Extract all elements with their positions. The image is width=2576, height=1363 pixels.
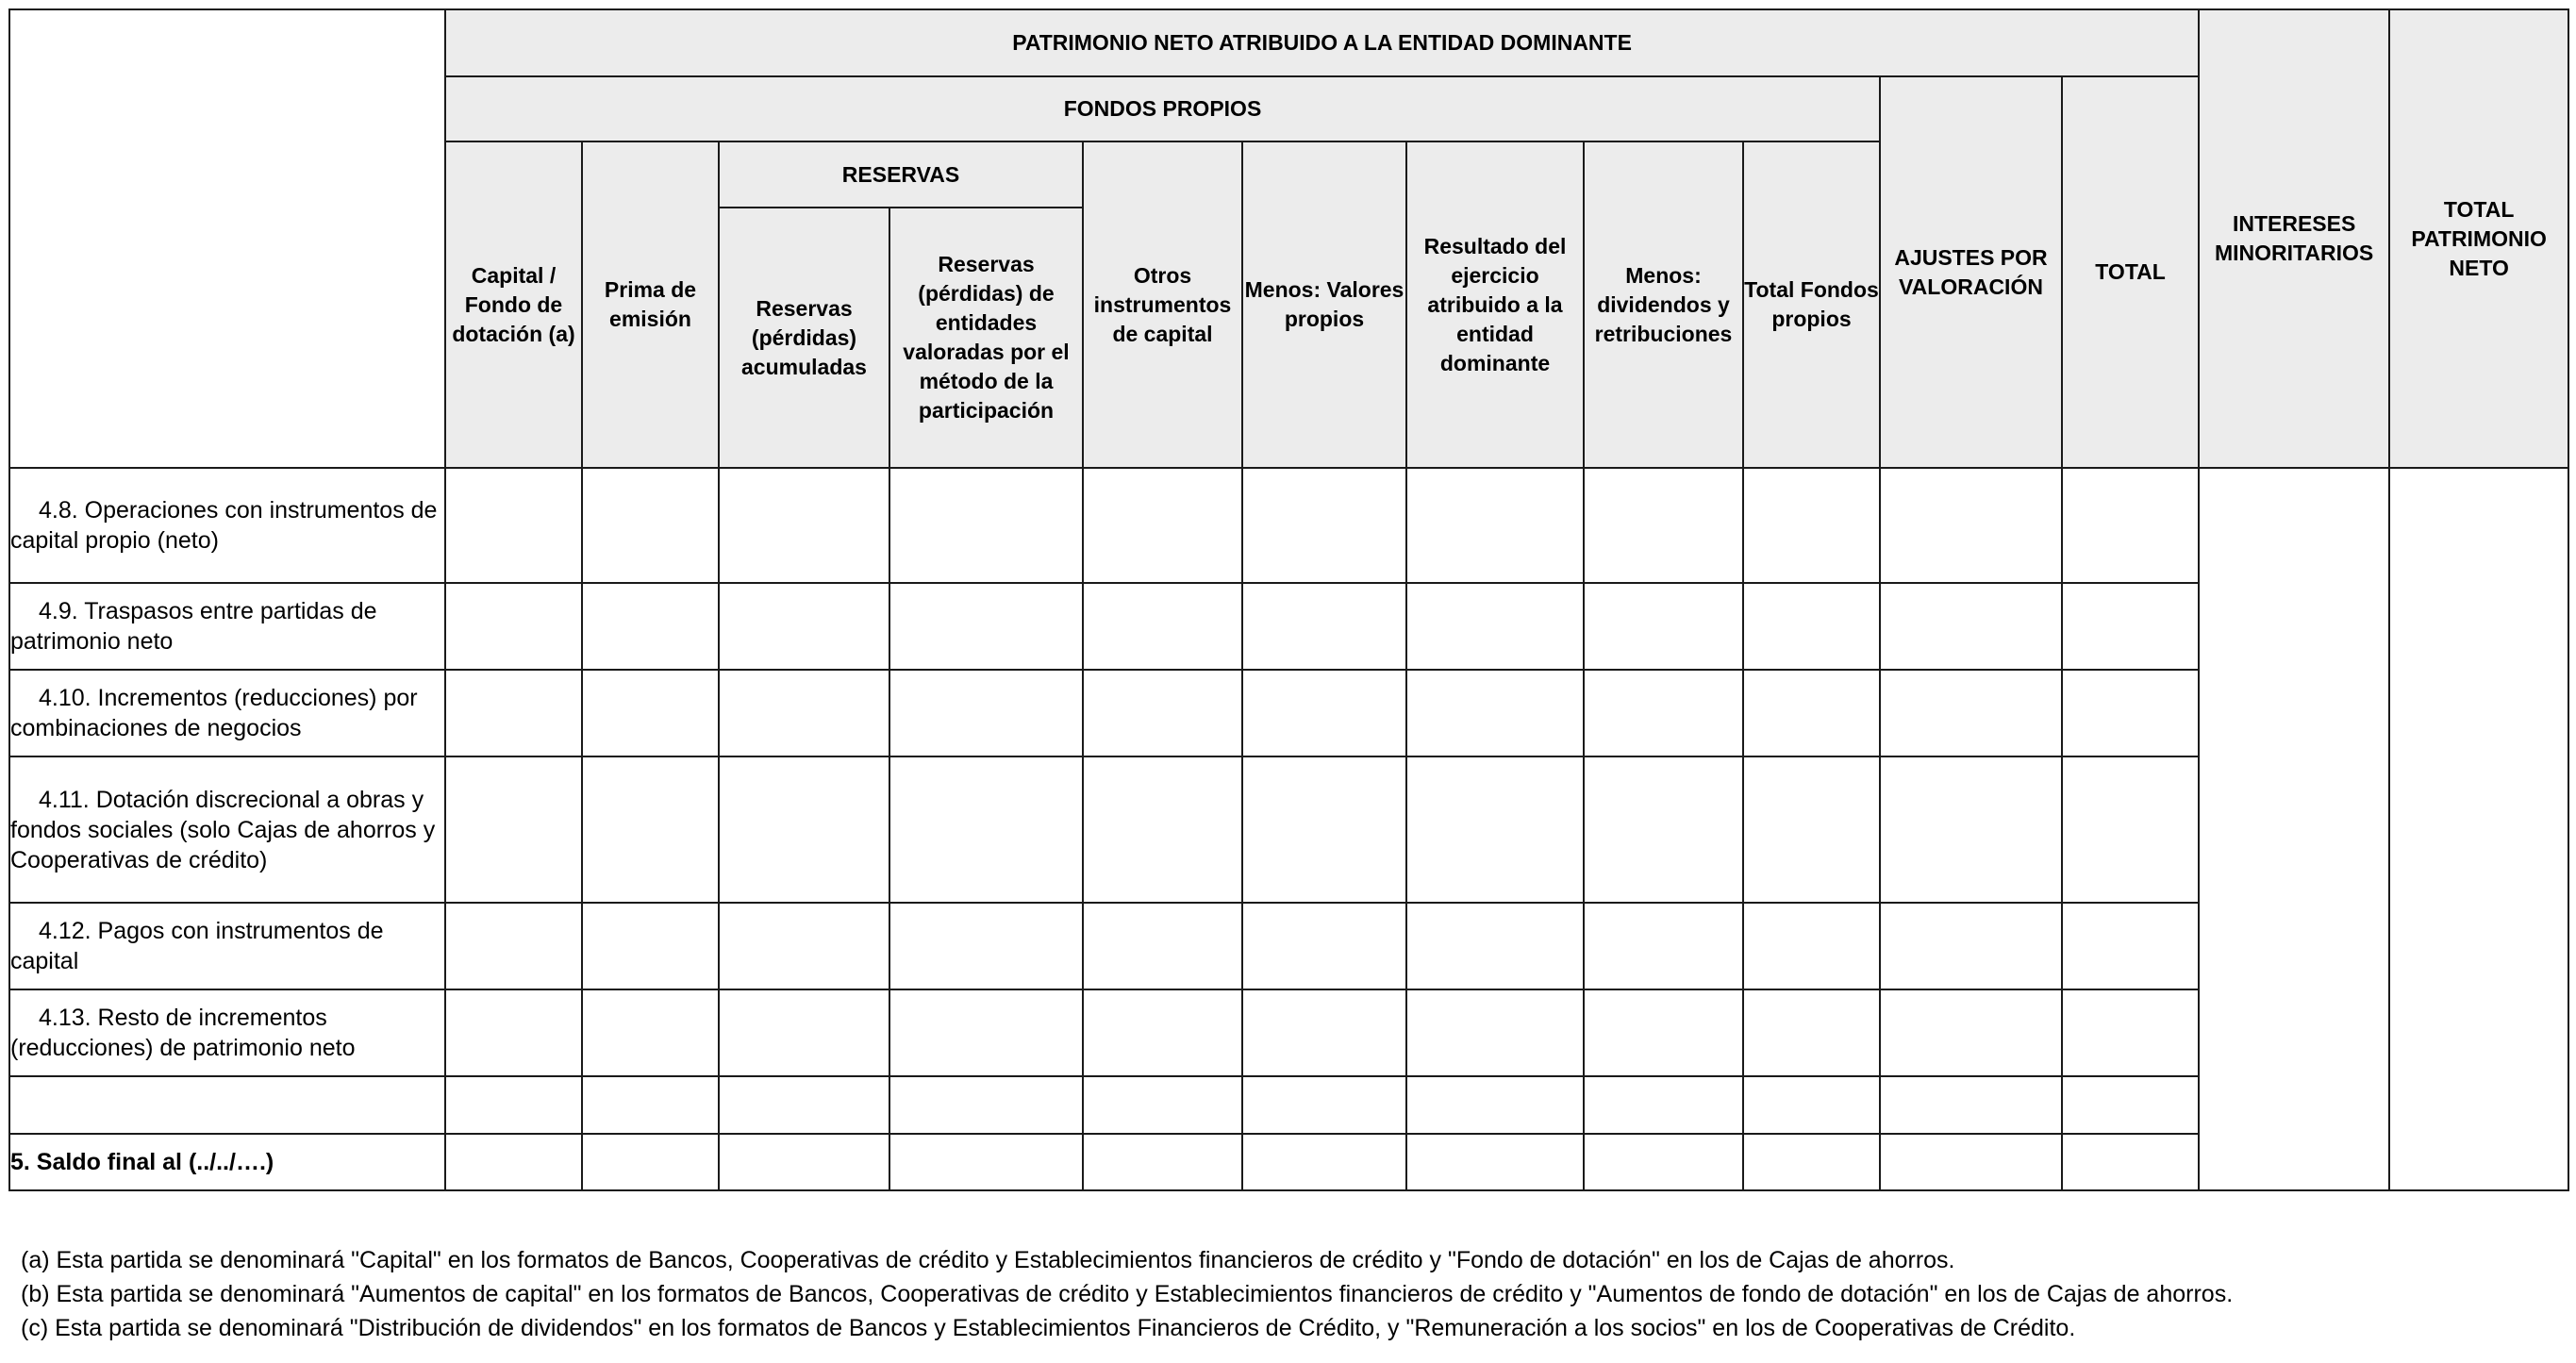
table-cell <box>1584 1076 1743 1134</box>
table-cell <box>719 1076 889 1134</box>
table-cell <box>1743 989 1880 1076</box>
header-patrimonio-neto-dominante: PATRIMONIO NETO ATRIBUIDO A LA ENTIDAD DOMINANTE <box>445 9 2199 76</box>
table-cell <box>2062 670 2199 756</box>
header-total-patrimonio-neto: TOTAL PATRIMONIO NETO <box>2389 9 2568 468</box>
row-label-saldo-final: 5. Saldo final al (../../….) <box>9 1134 445 1190</box>
table-cell <box>719 670 889 756</box>
table-cell <box>1584 989 1743 1076</box>
table-cell <box>582 670 719 756</box>
row-label: 4.8. Operaciones con instrumentos de capital propio (neto) <box>9 468 445 583</box>
table-cell <box>445 756 582 903</box>
header-reservas-entidades-participacion: Reservas (pérdidas) de entidades valoradas por el método de la participación <box>889 208 1083 468</box>
table-cell <box>719 1134 889 1190</box>
table-cell <box>1242 468 1406 583</box>
table-cell <box>1743 468 1880 583</box>
table-cell <box>1083 1134 1242 1190</box>
table-cell <box>1584 903 1743 989</box>
table-cell <box>889 1134 1083 1190</box>
table-cell <box>1880 670 2062 756</box>
header-fondos-propios: FONDOS PROPIOS <box>445 76 1880 141</box>
table-row <box>9 468 2568 583</box>
row-label: 4.11. Dotación discrecional a obras y fondos sociales (solo Cajas de ahorros y Cooperativas de crédito) <box>9 756 445 903</box>
table-cell <box>1406 468 1584 583</box>
table-cell <box>1880 903 2062 989</box>
table-cell <box>1406 756 1584 903</box>
table-cell <box>1242 989 1406 1076</box>
table-cell <box>1406 583 1584 670</box>
table-cell <box>582 903 719 989</box>
row-label: 4.10. Incrementos (reducciones) por combinaciones de negocios <box>9 670 445 756</box>
table-row-saldo-final <box>9 1134 2568 1190</box>
header-reservas-acumuladas: Reservas (pérdidas) acumuladas <box>719 208 889 468</box>
header-intereses-minoritarios: INTERESES MINORITARIOS <box>2199 9 2389 468</box>
table-cell <box>1083 468 1242 583</box>
table-cell <box>1880 583 2062 670</box>
footnote-c: (c) Esta partida se denominará "Distribución de dividendos" en los formatos de Bancos y Establecimientos Financieros de Crédito, y "Remuneración a los socios" en los de Cooperativas de Crédito. <box>21 1315 2076 1341</box>
table-row <box>9 756 2568 903</box>
table-row <box>9 1076 2568 1134</box>
table-cell <box>1880 1076 2062 1134</box>
row-label: 4.12. Pagos con instrumentos de capital <box>9 903 445 989</box>
equity-statement-table <box>8 8 2569 1191</box>
table-cell <box>1406 1134 1584 1190</box>
table-cell <box>582 756 719 903</box>
table-cell <box>1083 903 1242 989</box>
table-cell <box>445 583 582 670</box>
table-cell <box>889 989 1083 1076</box>
table-row <box>9 583 2568 670</box>
table-cell <box>1242 1076 1406 1134</box>
header-total: TOTAL <box>2062 76 2199 468</box>
table-cell <box>445 903 582 989</box>
table-cell <box>2062 583 2199 670</box>
total-patrimonio-neto-column-cell <box>2389 468 2568 1190</box>
table-cell <box>1242 583 1406 670</box>
header-reservas: RESERVAS <box>719 141 1083 208</box>
header-corner-blank <box>9 9 445 468</box>
table-cell <box>1242 670 1406 756</box>
table-cell <box>445 1134 582 1190</box>
table-cell <box>2062 903 2199 989</box>
table-cell <box>445 1076 582 1134</box>
table-cell <box>1743 756 1880 903</box>
header-menos-dividendos: Menos: dividendos y retribuciones <box>1584 141 1743 468</box>
table-cell <box>1584 756 1743 903</box>
table-cell <box>1406 1076 1584 1134</box>
table-cell <box>889 670 1083 756</box>
header-otros-instrumentos: Otros instrumentos de capital <box>1083 141 1242 468</box>
table-cell <box>889 903 1083 989</box>
table-cell <box>1406 670 1584 756</box>
table-cell <box>582 1134 719 1190</box>
table-cell <box>445 989 582 1076</box>
table-cell <box>1743 903 1880 989</box>
table-cell <box>719 989 889 1076</box>
table-cell <box>1242 756 1406 903</box>
table-cell <box>719 583 889 670</box>
table-cell <box>1242 903 1406 989</box>
table-cell <box>445 670 582 756</box>
table-cell <box>1743 583 1880 670</box>
row-label: 4.13. Resto de incrementos (reducciones) de patrimonio neto <box>9 989 445 1076</box>
table-cell <box>889 1076 1083 1134</box>
header-total-fondos-propios: Total Fondos propios <box>1743 141 1880 468</box>
table-cell <box>582 468 719 583</box>
header-capital: Capital / Fondo de dotación (a) <box>445 141 582 468</box>
table-cell <box>2062 468 2199 583</box>
table-cell <box>445 468 582 583</box>
table-cell <box>719 903 889 989</box>
footnotes <box>21 1243 2233 1345</box>
row-label <box>9 1076 445 1134</box>
table-cell <box>889 583 1083 670</box>
table-cell <box>1880 756 2062 903</box>
table-cell <box>1584 1134 1743 1190</box>
table-row <box>9 903 2568 989</box>
table-cell <box>2062 1134 2199 1190</box>
table-cell <box>2062 989 2199 1076</box>
table-cell <box>889 468 1083 583</box>
table-row <box>9 670 2568 756</box>
table-row <box>9 989 2568 1076</box>
row-label: 4.9. Traspasos entre partidas de patrimonio neto <box>9 583 445 670</box>
table-cell <box>1584 468 1743 583</box>
header-prima-emision: Prima de emisión <box>582 141 719 468</box>
table-cell <box>582 583 719 670</box>
footnote-a: (a) Esta partida se denominará "Capital" en los formatos de Bancos, Cooperativas de crédito y Establecimientos financieros de crédito y "Fondo de dotación" en los de Cajas de ahorros. <box>21 1247 1955 1273</box>
table-cell <box>1083 756 1242 903</box>
footnote-b: (b) Esta partida se denominará "Aumentos de capital" en los formatos de Bancos, Cooperativas de crédito y Establecimientos financieros de crédito y "Aumentos de fondo de dotación" en los de Cajas de ahorros. <box>21 1281 2234 1307</box>
table-cell <box>582 1076 719 1134</box>
table-cell <box>1406 989 1584 1076</box>
table-cell <box>1743 670 1880 756</box>
header-resultado-ejercicio: Resultado del ejercicio atribuido a la entidad dominante <box>1406 141 1584 468</box>
table-cell <box>1880 1134 2062 1190</box>
table-cell <box>1406 903 1584 989</box>
table-cell <box>1584 670 1743 756</box>
table-cell <box>2062 1076 2199 1134</box>
table-cell <box>1083 583 1242 670</box>
table-cell <box>1083 1076 1242 1134</box>
table-cell <box>719 468 889 583</box>
table-cell <box>1880 468 2062 583</box>
table-cell <box>1083 989 1242 1076</box>
table-cell <box>719 756 889 903</box>
table-cell <box>1242 1134 1406 1190</box>
header-menos-valores-propios: Menos: Valores propios <box>1242 141 1406 468</box>
table-cell <box>1743 1134 1880 1190</box>
table-cell <box>2062 756 2199 903</box>
table-cell <box>1584 583 1743 670</box>
header-ajustes-valoracion: AJUSTES POR VALORACIÓN <box>1880 76 2062 468</box>
table-cell <box>1880 989 2062 1076</box>
intereses-minoritarios-column-cell <box>2199 468 2389 1190</box>
table-cell <box>1743 1076 1880 1134</box>
table-cell <box>889 756 1083 903</box>
table-cell <box>1083 670 1242 756</box>
table-cell <box>582 989 719 1076</box>
